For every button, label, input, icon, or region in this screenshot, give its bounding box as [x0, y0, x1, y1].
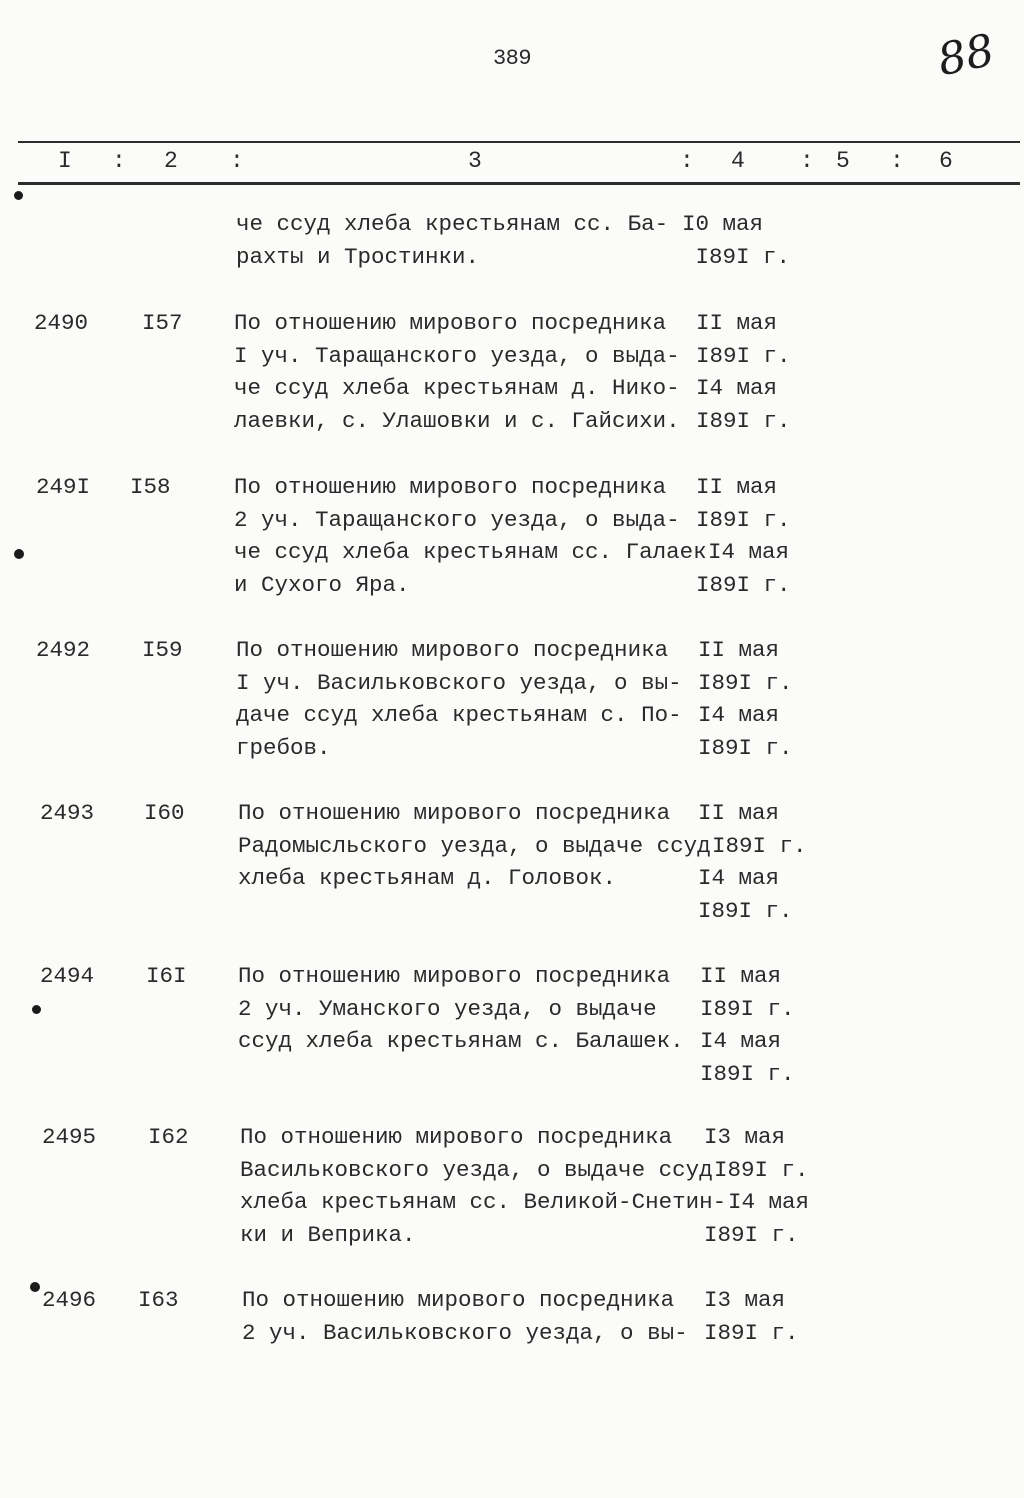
description-line: 2 уч. Уманского уезда, о выдаче [238, 995, 657, 1022]
entry-dates [704, 1284, 799, 1349]
sheet-number-text: I59 [142, 637, 183, 663]
description-line: ссуд хлеба крестьянам с. Балашек. [238, 1028, 684, 1054]
date-line: I4 мая [700, 1028, 782, 1054]
sheet-number [146, 960, 187, 993]
description-line: и Сухого Яра. [234, 571, 410, 598]
date-line: I0 мая [682, 211, 764, 237]
page-number: 389 [492, 46, 532, 71]
date-line: I89I г. [704, 1221, 799, 1248]
date-line: II мая [700, 963, 782, 989]
description-line: По отношению мирового посредника [242, 1287, 675, 1313]
entry-number [42, 1284, 96, 1317]
sheet-number [142, 634, 183, 667]
date-line: I89I г. [682, 243, 791, 270]
ink-dot [32, 1005, 41, 1014]
header-bottom-rule [18, 182, 1020, 185]
date-line: I89I г. [696, 506, 791, 533]
entry-number [36, 634, 90, 667]
description-line: По отношению мирового посредника [236, 637, 669, 663]
entry-dates [698, 797, 807, 927]
entry-dates [704, 1121, 809, 1251]
date-line: II мая [696, 310, 778, 336]
date-line: I4 мая [698, 865, 780, 891]
entry-number-text: 2495 [42, 1124, 97, 1150]
entry-description [236, 634, 682, 764]
description-line: че ссуд хлеба крестьянам сс. Ба- [236, 211, 669, 237]
sheet-number-text: I6I [146, 963, 187, 989]
column-separator: : [230, 148, 244, 174]
description-line: лаевки, с. Улашовки и с. Гайсихи. [234, 407, 680, 434]
entry-description [234, 307, 680, 437]
date-line: I89I г. [704, 1319, 799, 1346]
sheet-number [138, 1284, 179, 1317]
description-line: 2 уч. Васильковского уезда, о вы- [242, 1319, 688, 1346]
column-head-4: 4 [731, 148, 745, 174]
entry-number-text: 2494 [40, 963, 95, 989]
column-separator: : [680, 148, 694, 174]
date-line: I89I г. [700, 995, 795, 1022]
date-line: I4 мая [728, 1189, 810, 1215]
sheet-number-text: I58 [130, 474, 171, 500]
description-line: Васильковского уезда, о выдаче ссуд [240, 1156, 713, 1183]
column-head-1: I [58, 148, 72, 174]
description-line: I уч. Васильковского уезда, о вы- [236, 669, 682, 696]
date-line: II мая [698, 800, 780, 826]
column-head-2: 2 [164, 148, 178, 174]
column-separator: : [112, 148, 126, 174]
date-line: I89I г. [712, 832, 807, 859]
sheet-number-text: I57 [142, 310, 183, 336]
description-line: По отношению мирового посредника [238, 963, 671, 989]
entry-dates [682, 208, 790, 273]
entry-description [238, 797, 711, 895]
date-line: I4 мая [696, 375, 778, 401]
description-line: даче ссуд хлеба крестьянам с. По- [236, 702, 682, 728]
entry-number [42, 1121, 96, 1154]
entry-description [238, 960, 684, 1058]
entry-number [36, 471, 90, 504]
date-line: II мая [696, 474, 778, 500]
sheet-number-text: I63 [138, 1287, 179, 1313]
date-line: I89I г. [696, 342, 791, 369]
date-line: I3 мая [704, 1287, 786, 1313]
entry-number-text: 2490 [34, 310, 89, 336]
date-line: I4 мая [698, 702, 780, 728]
date-line: I89I г. [700, 1060, 795, 1087]
description-line: По отношению мирового посредника [240, 1124, 673, 1150]
entry-number-text: 2492 [36, 637, 91, 663]
entry-dates [696, 471, 791, 601]
description-line: ки и Веприка. [240, 1221, 416, 1248]
entry-description [240, 1121, 726, 1251]
description-line: хлеба крестьянам д. Головок. [238, 865, 617, 891]
description-line: 2 уч. Таращанского уезда, о выда- [234, 506, 680, 533]
column-head-3: 3 [468, 148, 482, 174]
header-top-rule [18, 141, 1020, 143]
entry-description [242, 1284, 688, 1349]
description-line: хлеба крестьянам сс. Великой-Снетин- [240, 1189, 727, 1215]
ink-dot [14, 549, 24, 559]
ink-dot [14, 191, 23, 200]
description-line: По отношению мирового посредника [238, 800, 671, 826]
entry-dates [700, 960, 795, 1090]
description-line: че ссуд хлеба крестьянам сс. Галаек [234, 539, 707, 565]
description-line: По отношению мирового посредника [234, 474, 667, 500]
description-line: рахты и Тростинки. [236, 243, 480, 270]
date-line: I89I г. [696, 571, 791, 598]
folio-mark: 88 [933, 24, 999, 87]
description-line: I уч. Таращанского уезда, о выда- [234, 342, 680, 369]
entry-number-text: 2496 [42, 1287, 97, 1313]
entry-number-text: 249I [36, 474, 91, 500]
description-line: По отношению мирового посредника [234, 310, 667, 336]
sheet-number [130, 471, 171, 504]
date-line: I4 мая [708, 539, 790, 565]
entry-number [34, 307, 88, 340]
entry-number-text: 2493 [40, 800, 95, 826]
date-line: I89I г. [714, 1156, 809, 1183]
entry-description [236, 208, 668, 273]
description-line: че ссуд хлеба крестьянам д. Нико- [234, 375, 680, 401]
sheet-number-text: I62 [148, 1124, 189, 1150]
column-head-6: 6 [939, 148, 953, 174]
date-line: I89I г. [698, 897, 793, 924]
date-line: I89I г. [696, 407, 791, 434]
description-line: Радомысльского уезда, о выдаче ссуд [238, 832, 711, 859]
column-head-5: 5 [836, 148, 850, 174]
date-line: I3 мая [704, 1124, 786, 1150]
column-separator: : [800, 148, 814, 174]
ink-dot [30, 1282, 40, 1292]
date-line: I89I г. [698, 734, 793, 761]
entry-number [40, 797, 94, 830]
entry-dates [698, 634, 793, 764]
entry-dates [696, 307, 791, 437]
sheet-number [148, 1121, 189, 1154]
sheet-number [144, 797, 185, 830]
date-line: II мая [698, 637, 780, 663]
description-line: гребов. [236, 734, 331, 761]
entry-number [40, 960, 94, 993]
sheet-number-text: I60 [144, 800, 185, 826]
column-separator: : [890, 148, 904, 174]
date-line: I89I г. [698, 669, 793, 696]
entry-description [234, 471, 707, 601]
sheet-number [142, 307, 183, 340]
